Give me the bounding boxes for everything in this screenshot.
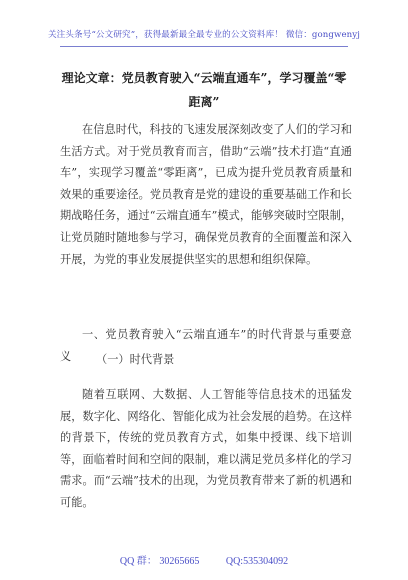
- document-title: [58, 66, 350, 114]
- subsection-heading: （一）时代背景: [96, 353, 175, 366]
- paragraph-background: 随着互联网、大数据、人工智能等信息技术的迅猛发展，数字化、网络化、智能化成为社会发展的趋势。在这样的背景下，传统的党员教育方式，如集中授课、线下培训等，面临着时间和空间的限制，难以满足党员多样化的学习需求。而“云端”技术的出现，为党员教育带来了新的机遇和可能。: [60, 388, 352, 509]
- section-heading-1: 一、党员教育驶入“云端直通车”的时代背景与重要意义: [60, 328, 352, 363]
- header-divider: [60, 46, 348, 47]
- footer-contact: [0, 552, 408, 567]
- footer-qq-group: QQ 群： 30265665: [119, 556, 200, 567]
- title-line-2: 距离”: [188, 95, 220, 109]
- title-line-1: 理论文章：党员教育驶入“云端直通车”，学习覆盖“零: [61, 71, 347, 85]
- footer-qq-number: QQ:535304092: [225, 556, 289, 567]
- paragraph-intro: 在信息时代，科技的飞速发展深刻改变了人们的学习和生活方式。对于党员教育而言，借助“云端”技术打造“直通车”，实现学习覆盖“零距离”，已成为提升党员教育质量和效果的重要途径。党员教育是党的建设的重要基础工作和长期战略任务，通过“云端直通车”模式，能够突破时空限制，让党员随时随地参与学习，确保党员教育的全面覆盖和深入开展，为党的事业发展提供坚实的思想和组织保障。: [60, 123, 352, 266]
- header-promo-note: 关注头条号“公文研究”，获得最新最全最专业的公文资料库！ 微信：gongwenyj: [47, 30, 361, 40]
